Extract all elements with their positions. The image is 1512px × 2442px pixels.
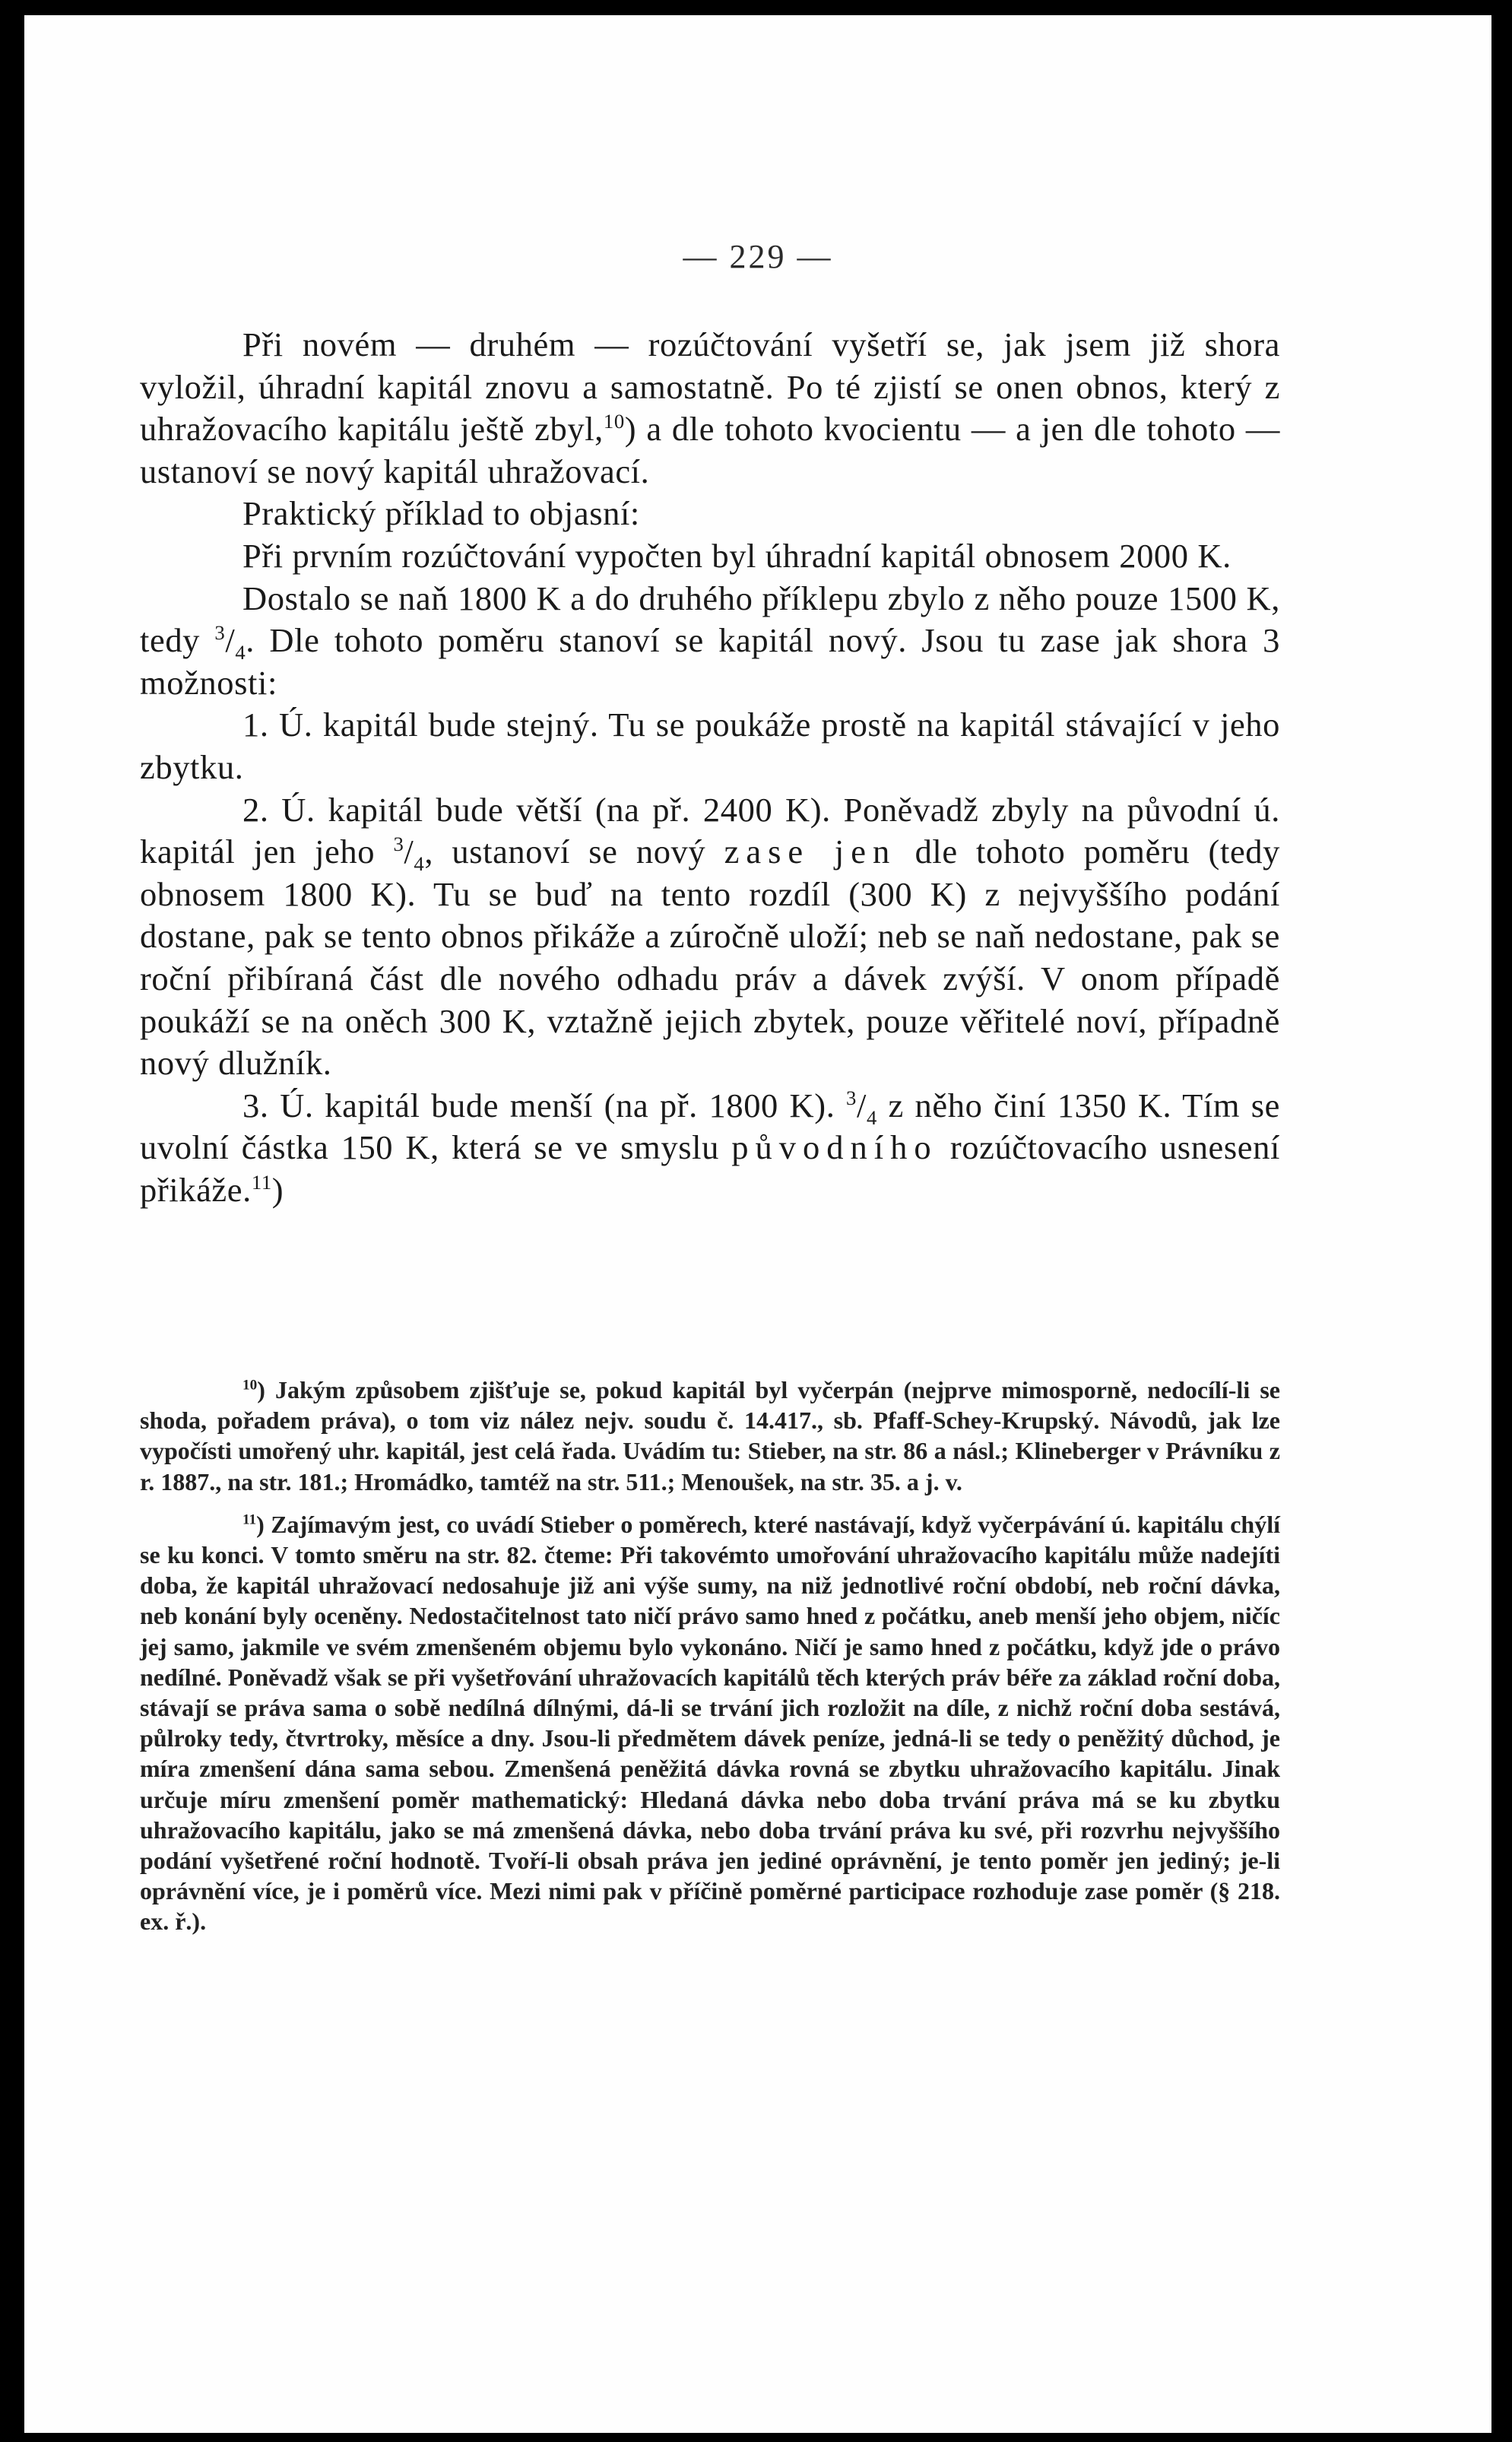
footnote-ref-10: 10 [603,410,625,433]
paragraph-6-rest: dle tohoto poměru (tedy obnosem 1800 K). Tu se buď na tento rozdíl (300 K) z nejvyššího podání dostane, pak se tento obnos přikáže a zúročně uloží; neb se naň nedostane, pak se roční přibíraná část dle nového odhadu práv a dávek zvýší. V onom případě poukáží se na oněch 300 K, vztažně jejich zbytek, pouze věřitelé noví, případně nový dlužník. [140,832,1280,1083]
paragraph-7-rest: rozúčtovacího usnesení přikáže. [140,1128,1280,1209]
footnotes [140,1375,1280,1949]
footnote-ref-11: 11 [251,1170,272,1194]
footnote-marker-11: 11 [242,1511,257,1528]
paragraph-6-text: 2. Ú. kapitál bude větší (na př. 2400 K). Poněvadž zbyly na původní ú. kapitál jen jeho [140,790,1280,871]
footnote-10 [140,1375,1280,1497]
fraction-denominator: 4 [414,852,425,876]
fraction-numerator: 3 [393,832,404,856]
paragraph-7-text: 3. Ú. kapitál bude menší (na př. 1800 K). [242,1086,835,1124]
fraction: $^3/_4$ [214,621,246,664]
paragraph-7-mid: z něho činí 1350 K. Tím se uvolní částka 150 K, která se ve smyslu [140,1086,1280,1167]
paragraph-4-text: Dostalo se naň 1800 K a do druhého příklepu zbylo z něho pouze 1500 K, tedy [140,579,1280,660]
paragraph-6-mid: , ustanoví se nový [424,832,706,871]
paragraph-3: Při prvním rozúčtování vypočten byl úhradní kapitál obnosem 2000 K. [242,536,1231,575]
fraction-numerator: 3 [846,1086,857,1109]
paragraph-4-rest: . Dle tohoto poměru stanoví se kapitál nový. Jsou tu zase jak shora 3 možnosti: [140,621,1280,702]
paragraph-1 [140,324,1280,493]
emphasis-spaced: původního [731,1128,938,1167]
footnote-11 [140,1509,1280,1937]
fraction-denominator: 4 [866,1105,877,1129]
fraction: $^3/_4$ [846,1086,877,1129]
paragraph-6 [140,789,1280,1085]
paragraph-5: 1. Ú. kapitál bude stejný. Tu se poukáže prostě na kapitál stávající v jeho zbytku. [140,706,1280,786]
main-text [140,324,1280,1211]
paragraph-1-text: Při novém — druhém — rozúčtování vyšetří se, jak jsem již shora vyložil, úhradní kapitál znovu a samostatně. Po té zjistí se onen obnos, který z uhražovacího kapitálu ještě zbyl, [140,325,1280,449]
emphasis-spaced: zase jen [724,832,897,871]
paragraph-7: 3. Ú. kapitál bude menší (na př. 1800 K). $^3/_4$ z něho činí 1350 K. Tím se uvolní částka 150 K, která se ve smyslu původního rozúčtovacího usnesení přikáže.$^{11}$) [140,1086,1280,1209]
book-page [24,15,1491,2433]
footnote-marker-10: 10 [242,1377,258,1394]
paragraph-1-rest: ) a dle tohoto kvocientu — a jen dle tohoto — ustanoví se nový kapitál uhražovací. [140,410,1280,490]
page-number: — 229 — [683,238,833,275]
paragraph-2: Praktický příklad to objasní: [242,494,640,533]
fraction-denominator: 4 [235,641,246,664]
fraction: $^3/_4$ [393,832,425,876]
footnote-11-text: ) Zajímavým jest, co uvádí Stieber o poměrech, které nastávají, když vyčerpávání ú. kapitálu chýlí se ku konci. V tomto směru na str. 82. čteme: Při takovémto umořování uhražovacího kapitálu může nadejíti doba, že kapitál uhražovací nedosahuje již ani výše sumy, na niž jednotlivé roční období, neb roční dávka, neb konání byly oceněny. Nedostačitelnost tato ničí právo samo hned z počátku, aneb menší jeho objem, ničíc jej samo, jakmile ve svém zmenšeném objemu bylo vykonáno. Ničí je samo hned z počátku, když jde o právo nedílné. Poněvadž však se při vyšetřování uhražovacích kapitálů těch kterých práv béře za základ roční doba, stávají se práva sama o sobě nedílná dílnými, dá-li se trvání jich rozložit na díle, z nichž roční doba sestává, půlroky tedy, čtvrtroky, měsíce a dny. Jsou-li předmětem dávek peníze, jedná-li se tedy o peněžitý důchod, je míra zmenšení dána sama sebou. Zmenšená peněžitá dávka rovná se zbytku uhražovacího kapitálu. Jinak určuje míru zmenšení poměr mathematický: Hledaná dávka nebo doba trvání práva má se ku zbytku uhražovacího kapitálu, jako se má zmenšená dávka, nebo doba trvání práva ku své, při rozvrhu nejvyššího podání vyšetřené roční hodnotě. Tvoří-li obsah práva jen jediné oprávnění, je tento poměr jen jediný; je-li oprávnění více, je i poměrů více. Mezi nimi pak v příčině poměrné participace rozhoduje zase poměr (§ 218. ex. ř.). [140,1510,1280,1936]
fraction-numerator: 3 [214,621,226,645]
footnote-10-text: ) Jakým způsobem zjišťuje se, pokud kapitál byl vyčerpán (nejprve mimosporně, nedocílí-li se shoda, pořadem práva), o tom viz nález nejv. soudu č. 14.417., sb. Pfaff-Schey-Krupský. Návodů, jak lze vypočísti umořený uhr. kapitál, jest celá řada. Uvádím tu: Stieber, na str. 86 a násl.; Klineberger v Právníku z r. 1887., na str. 181.; Hromádko, tamtéž na str. 511.; Menoušek, na str. 35. a j. v. [140,1376,1280,1495]
paragraph-4 [140,578,1280,705]
